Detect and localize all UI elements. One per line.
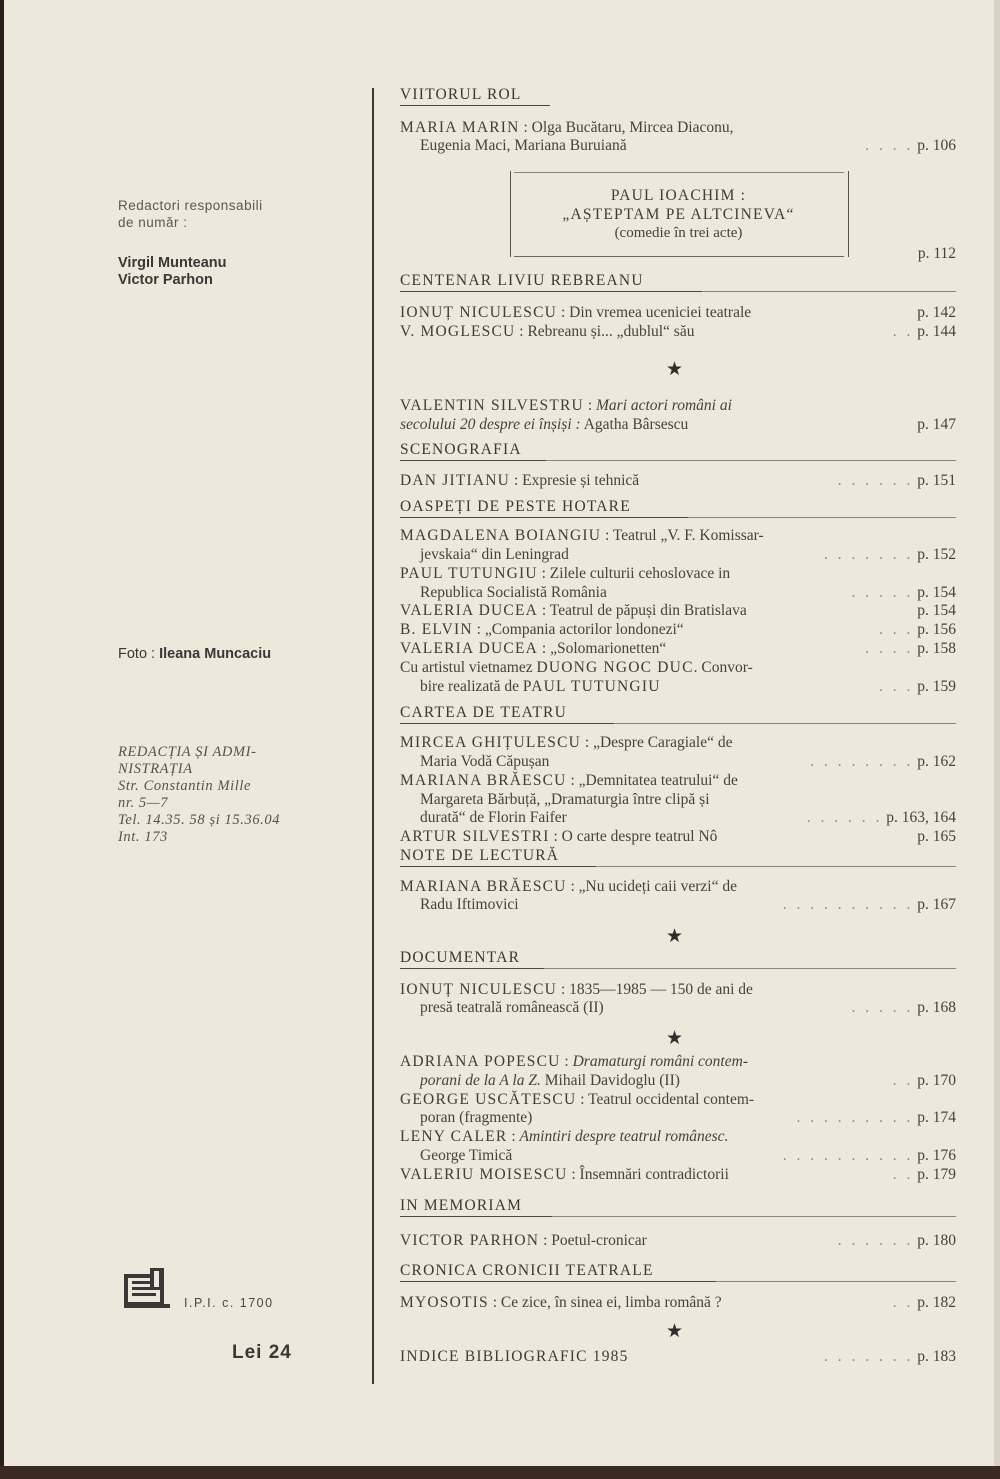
page-number: p. 142 — [917, 304, 956, 321]
section-heading: NOTE DE LECTURĂ — [400, 847, 560, 864]
leader-dots: . . — [892, 1072, 914, 1089]
toc-entry — [400, 564, 956, 583]
leader-dots: . . . . . . . . . . — [782, 896, 914, 913]
entry-author: VALERIA DUCEA — [400, 602, 539, 619]
editors-list — [118, 255, 227, 289]
section-rule — [688, 517, 956, 518]
photo-credit — [118, 646, 271, 662]
page-number: p. 106 — [917, 137, 956, 154]
page-number: p. 165 — [917, 828, 956, 845]
entry-author: VALERIA DUCEA — [400, 640, 539, 657]
label-line: de număr : — [118, 215, 188, 230]
toc-entry — [400, 827, 956, 846]
toc-entry — [400, 1090, 956, 1109]
address-line: REDACȚIA ȘI ADMI- — [118, 744, 257, 760]
entry-title: secolului 20 despre ei înșiși : — [400, 416, 581, 433]
entry-author: VALERIU MOISESCU — [400, 1166, 568, 1183]
page-number: p. 151 — [917, 472, 956, 489]
page-number: p. 147 — [917, 416, 956, 433]
toc-entry-continuation — [420, 895, 956, 914]
photographer-name: Ileana Muncaciu — [159, 646, 272, 662]
address-line: Tel. 14.35. 58 și 15.36.04 — [118, 812, 281, 828]
entry-author: IONUȚ NICULESCU — [400, 304, 558, 321]
leader-dots: . . — [892, 1294, 914, 1311]
toc-entry-continuation — [420, 677, 956, 696]
entry-text: Republica Socialistă România — [420, 584, 607, 601]
entry-author: MARIANA BRĂESCU — [400, 878, 567, 895]
entry-text: : O carte despre teatrul Nô — [549, 828, 718, 845]
page-number: p. 112 — [917, 245, 956, 262]
entry-author: LENY CALER — [400, 1128, 508, 1145]
section-heading: SCENOGRAFIA — [400, 441, 522, 458]
page-number: p. 183 — [917, 1348, 956, 1365]
entry-author: MARIANA BRĂESCU — [400, 772, 567, 789]
toc-entry-continuation — [420, 136, 956, 155]
toc-entry — [400, 1127, 956, 1146]
box-rule — [514, 172, 844, 173]
leader-dots: . . . — [879, 678, 914, 695]
heading-underline — [400, 723, 614, 724]
price: Lei 24 — [232, 1342, 292, 1363]
heading-underline — [400, 105, 550, 106]
entry-author: IONUȚ NICULESCU — [400, 981, 558, 998]
entry-author: ARTUR SILVESTRI — [400, 828, 550, 845]
scan-edge-bottom — [0, 1466, 1000, 1479]
leader-dots: . . — [892, 323, 914, 340]
page-number: p. 154 — [917, 584, 956, 601]
toc-entry — [400, 733, 956, 752]
toc-entry — [400, 639, 956, 658]
entry-text: George Timică — [420, 1147, 513, 1164]
toc-entry — [400, 658, 956, 677]
entry-author: VICTOR PARHON — [400, 1232, 540, 1249]
section-heading: IN MEMORIAM — [400, 1197, 523, 1214]
page-number: p. 170 — [917, 1072, 956, 1089]
entry-text: : Teatrul „V. F. Komissar- — [601, 527, 764, 544]
box-rule — [514, 256, 844, 257]
printer-logo-icon — [124, 1268, 170, 1308]
star-separator-icon: ★ — [666, 1321, 684, 1342]
leader-dots: . . . . — [865, 640, 914, 657]
toc-entry — [400, 118, 956, 137]
leader-dots: . . . . . . . . . . — [782, 1147, 914, 1164]
leader-dots: . . . . . . . — [824, 1348, 914, 1365]
page-number: p. 162 — [917, 753, 956, 770]
entry-text: Mihail Davidoglu (II) — [540, 1072, 680, 1089]
leader-dots: . . . . . . — [837, 1232, 914, 1249]
section-rule — [596, 866, 956, 867]
entry-text: : — [507, 1128, 520, 1145]
toc-entry-continuation — [420, 1071, 956, 1090]
entry-text: Margareta Bărbuță, „Dramaturgia între clipă și — [420, 791, 710, 808]
address-line: nr. 5—7 — [118, 795, 169, 811]
toc-entry-continuation — [420, 790, 956, 809]
page-number: p. 179 — [917, 1166, 956, 1183]
entry-text: : „Despre Caragiale“ de — [581, 734, 733, 751]
scan-edge-left — [0, 0, 4, 1479]
heading-underline — [400, 1216, 552, 1217]
page-number: p. 156 — [917, 621, 956, 638]
entry-text: : — [560, 1053, 573, 1070]
section-rule — [614, 723, 956, 724]
heading-underline — [400, 1281, 716, 1282]
entry-title: Amintiri despre teatrul românesc. — [519, 1128, 729, 1145]
toc-entry-continuation — [420, 1108, 956, 1127]
toc-entry — [400, 303, 956, 322]
page-number: p. 144 — [917, 323, 956, 340]
entry-text: : 1835—1985 — 150 de ani de — [557, 981, 753, 998]
section-heading: CRONICA CRONICII TEATRALE — [400, 1262, 654, 1279]
play-title: „AȘTEPTAM PE ALTCINEVA“ — [562, 206, 795, 223]
section-rule — [716, 1281, 956, 1282]
section-heading: CARTEA DE TEATRU — [400, 704, 567, 721]
editor-name: Virgil Munteanu — [118, 255, 227, 271]
entry-text: poran (fragmente) — [420, 1109, 533, 1126]
page-number: p. 154 — [917, 602, 956, 619]
toc-entry-continuation — [420, 583, 956, 602]
star-separator-icon: ★ — [666, 359, 684, 380]
section-rule — [546, 460, 956, 461]
entry-text: . Convor- — [693, 659, 753, 676]
leader-dots: . . . . . . — [837, 472, 914, 489]
page-number: p. 176 — [917, 1147, 956, 1164]
leader-dots: . . . . . . . . — [810, 753, 914, 770]
entry-text: : Expresie și tehnică — [510, 472, 640, 489]
play-subtitle: (comedie în trei acte) — [614, 225, 743, 241]
leader-dots: . . . . . . . — [824, 546, 914, 563]
entry-text: : „Solomarionetten“ — [538, 640, 667, 657]
page-number: p. 152 — [917, 546, 956, 563]
entry-text: : Teatrul occidental contem- — [576, 1091, 755, 1108]
page-number: p. 163, 164 — [886, 809, 956, 826]
section-heading: VIITORUL ROL — [400, 86, 522, 103]
toc-entry — [400, 771, 956, 790]
toc-entry — [400, 601, 956, 620]
entry-text: : Ce zice, în sinea ei, limba română ? — [488, 1294, 722, 1311]
leader-dots: . . . . . . — [806, 809, 883, 826]
toc-entry — [400, 396, 956, 415]
toc-entry — [400, 1052, 956, 1071]
entry-author: V. MOGLESCU — [400, 323, 516, 340]
toc-entry — [400, 877, 956, 896]
section-rule — [552, 1216, 956, 1217]
leader-dots: . . . . . — [851, 999, 914, 1016]
responsible-editors-label — [118, 197, 263, 231]
play-author: PAUL IOACHIM : — [610, 187, 747, 204]
entry-text: Eugenia Maci, Mariana Buruiană — [420, 137, 627, 154]
entry-author: B. ELVIN — [400, 621, 473, 638]
entry-title: porani de la A la Z. — [420, 1072, 541, 1089]
section-heading: OASPEȚI DE PESTE HOTARE — [400, 498, 631, 515]
scan-edge-right — [994, 0, 1000, 1479]
editorial-address — [118, 744, 280, 846]
toc-entry — [400, 620, 956, 639]
toc-entry — [400, 471, 956, 490]
toc-entry — [400, 1165, 956, 1184]
toc-entry-continuation — [400, 415, 956, 434]
entry-text: bire realizată de — [420, 678, 523, 695]
entry-text: : Poetul-cronicar — [539, 1232, 647, 1249]
column-divider — [372, 88, 374, 1384]
heading-underline — [400, 866, 596, 867]
entry-text: : „Demnitatea teatrului“ de — [566, 772, 738, 789]
section-rule — [544, 968, 956, 969]
toc-entry-continuation — [420, 752, 956, 771]
address-line: NISTRAȚIA — [118, 761, 193, 777]
entry-author: PAUL TUTUNGIU — [522, 678, 661, 695]
heading-underline — [400, 460, 546, 461]
toc-entry — [400, 1231, 956, 1250]
editor-name: Victor Parhon — [118, 272, 213, 288]
toc-entry-continuation — [420, 808, 956, 827]
toc-entry — [400, 1347, 956, 1366]
entry-text: : „Compania actorilor londonezi“ — [472, 621, 684, 638]
star-separator-icon: ★ — [666, 1028, 684, 1049]
entry-text: : Olga Bucătaru, Mircea Diaconu, — [519, 119, 734, 136]
entry-text: : Din vremea uceniciei teatrale — [557, 304, 752, 321]
entry-author: MYOSOTIS — [400, 1294, 489, 1311]
page-number: p. 159 — [917, 678, 956, 695]
leader-dots: . . — [892, 1166, 914, 1183]
star-separator-icon: ★ — [666, 926, 684, 947]
page-number: p. 174 — [917, 1109, 956, 1126]
page-number: p. 168 — [917, 999, 956, 1016]
entry-text: Maria Vodă Căpușan — [420, 753, 550, 770]
section-rule — [702, 291, 956, 292]
leader-dots: . . . — [879, 621, 914, 638]
print-code: I.P.I. c. 1700 — [184, 1296, 274, 1310]
page-number: p. 167 — [917, 896, 956, 913]
label-line: Redactori responsabili — [118, 198, 263, 213]
entry-text: : Rebreanu și... „dublul“ său — [515, 323, 695, 340]
entry-text: : Teatrul de păpuși din Bratislava — [538, 602, 747, 619]
heading-underline — [400, 968, 544, 969]
toc-entry-continuation — [420, 998, 956, 1017]
entry-text: : „Nu ucideți caii verzi“ de — [566, 878, 737, 895]
entry-author: PAUL TUTUNGIU — [400, 565, 538, 582]
entry-text: : — [583, 397, 596, 414]
entry-title: Mari actori români ai — [596, 397, 732, 414]
entry-text: jevskaia“ din Leningrad — [420, 546, 569, 563]
heading-underline — [400, 291, 702, 292]
entry-title: INDICE BIBLIOGRAFIC 1985 — [400, 1348, 629, 1365]
section-heading: CENTENAR LIVIU REBREANU — [400, 272, 644, 289]
entry-text: durată“ de Florin Faifer — [420, 809, 567, 826]
entry-author: MIRCEA GHIȚULESCU — [400, 734, 582, 751]
entry-text: presă teatrală românească (II) — [420, 999, 604, 1016]
page-number: p. 182 — [917, 1294, 956, 1311]
entry-author: MARIA MARIN — [400, 119, 520, 136]
address-line: Str. Constantin Mille — [118, 778, 252, 794]
entry-title: Dramaturgi români contem- — [572, 1053, 748, 1070]
toc-entry — [400, 526, 956, 545]
section-heading: DOCUMENTAR — [400, 949, 521, 966]
entry-author: ADRIANA POPESCU — [400, 1053, 561, 1070]
heading-underline — [400, 517, 688, 518]
entry-author: DAN JITIANU — [400, 472, 511, 489]
toc-entry-continuation — [420, 1146, 956, 1165]
photo-label: Foto : — [118, 646, 156, 662]
leader-dots: . . . . . . . . . — [796, 1109, 914, 1126]
entry-author: MAGDALENA BOIANGIU — [400, 527, 602, 544]
entry-author: VALENTIN SILVESTRU — [400, 397, 584, 414]
leader-dots: . . . . — [865, 137, 914, 154]
toc-entry — [400, 322, 956, 341]
entry-subject: DUONG NGOC DUC — [536, 659, 694, 676]
entry-author: GEORGE USCĂTESCU — [400, 1091, 577, 1108]
entry-text: Radu Iftimovici — [420, 896, 519, 913]
page-number: p. 158 — [917, 640, 956, 657]
page-number: p. 180 — [917, 1232, 956, 1249]
entry-text: Cu artistul vietnamez — [400, 659, 537, 676]
address-line: Int. 173 — [118, 829, 168, 845]
toc-entry — [400, 980, 956, 999]
toc-entry-continuation — [420, 545, 956, 564]
entry-text: : Însemnări contradictorii — [567, 1166, 729, 1183]
leader-dots: . . . . . — [851, 584, 914, 601]
entry-text: : Zilele culturii cehoslovace in — [537, 565, 731, 582]
toc-entry — [400, 1293, 956, 1312]
entry-text: Agatha Bârsescu — [580, 416, 689, 433]
